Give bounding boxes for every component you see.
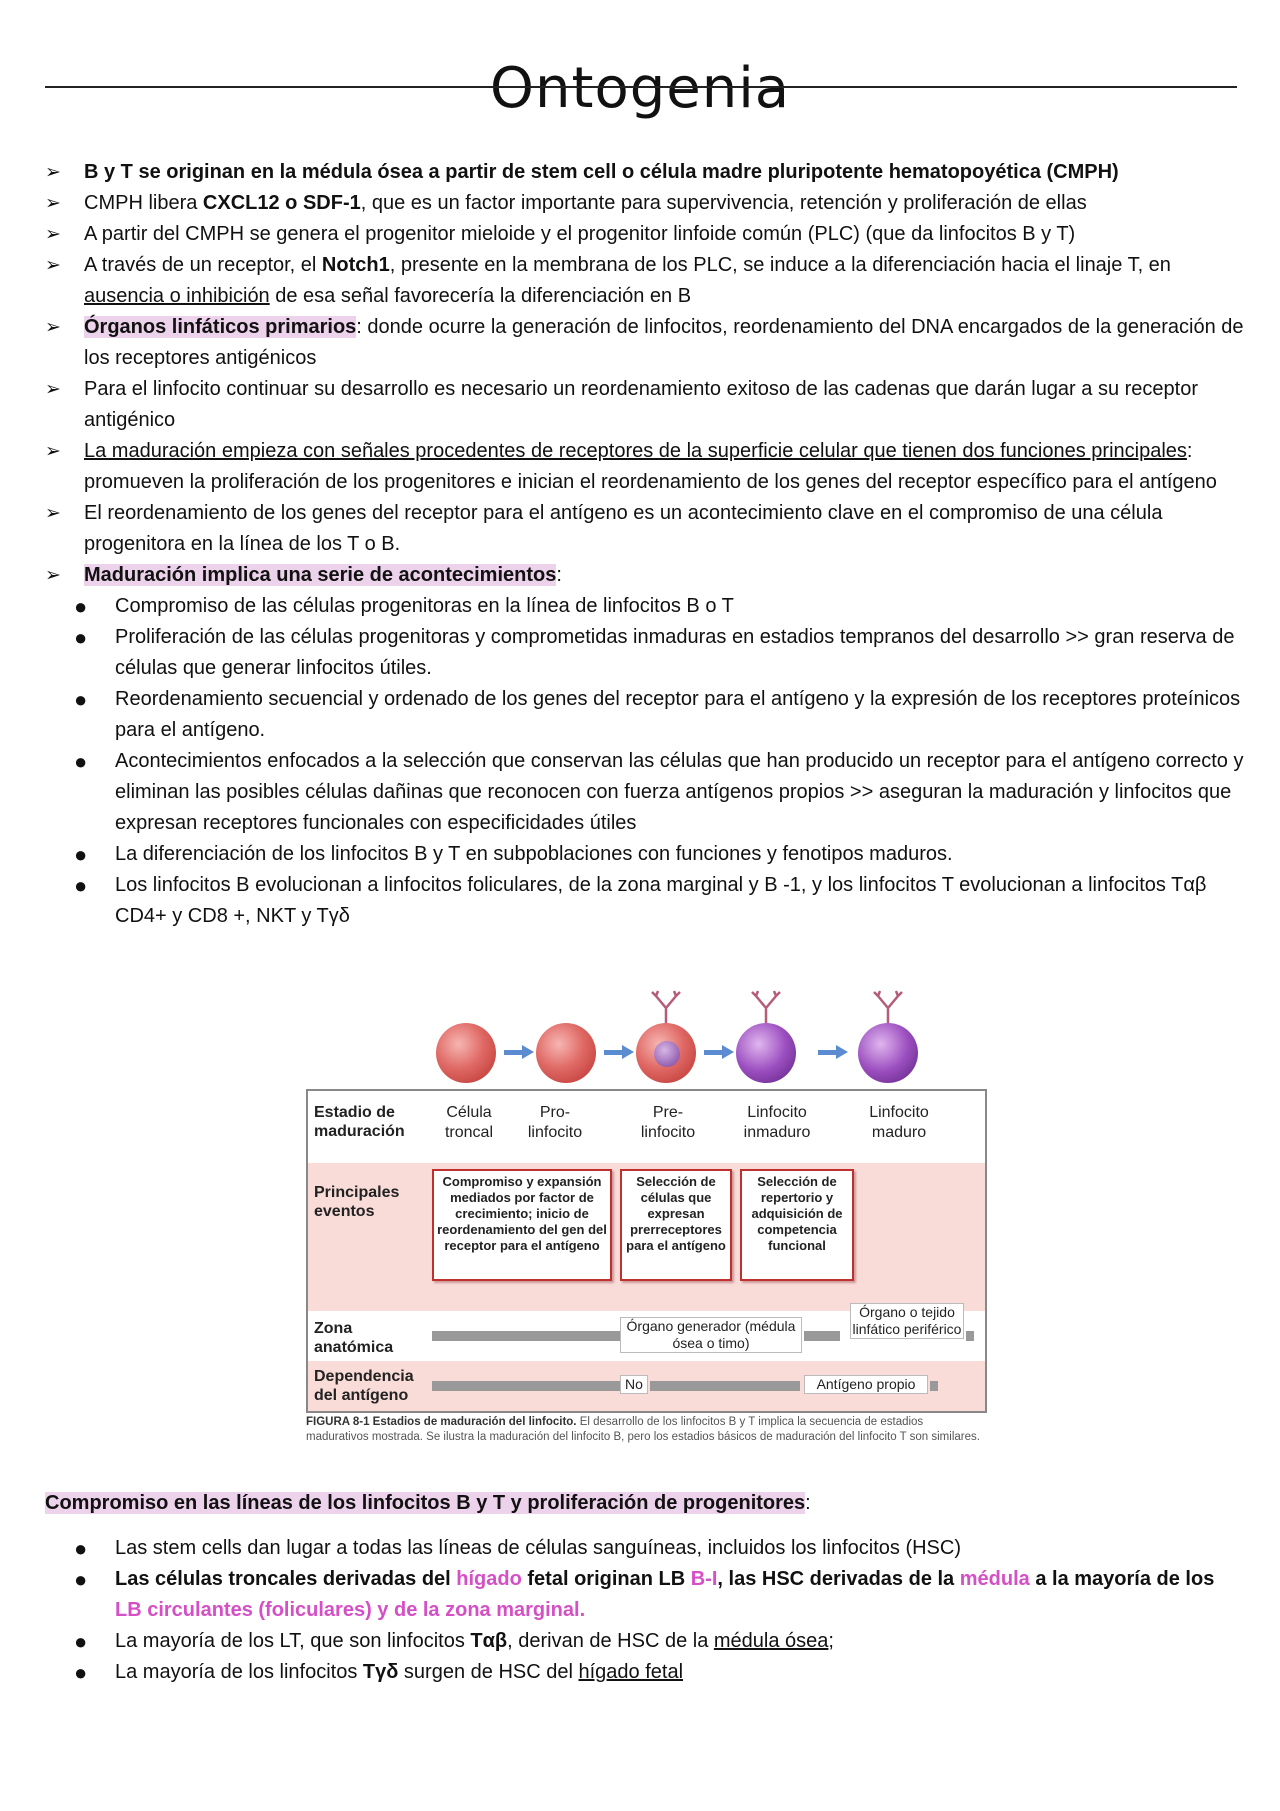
stage-label: Pro-linfocito	[527, 1104, 583, 1141]
arrow-right-icon	[504, 1045, 534, 1059]
arrow-bullet-icon: ➢	[45, 503, 61, 524]
bullet-text: Para el linfocito continuar su desarrollo es necesario un reordenamiento exitoso de las cadenas que darán lugar a su receptor antigénico	[84, 378, 1199, 431]
arrow-right-icon	[704, 1045, 734, 1059]
bullet-text: , presente en la membrana de los PLC, se induce a la diferenciación hacia el linaje T, en	[389, 254, 1171, 276]
page-title: Ontogenia	[489, 55, 791, 121]
arrow-right-icon	[604, 1045, 634, 1059]
highlighted-term: Órganos linfáticos primarios	[84, 316, 357, 338]
item-text: Las stem cells dan lugar a todas las líneas de células sanguíneas, incluidos los linfocitos (HSC)	[115, 1537, 961, 1559]
list-item	[45, 436, 1245, 498]
arrow-bullet-icon: ➢	[45, 193, 61, 214]
dot-bullet-icon: ●	[74, 1536, 88, 1561]
bullet-text: : donde ocurre la generación de linfocitos, reordenamiento del DNA encargados de la generación de los receptores antigénicos	[84, 316, 1244, 369]
list-item	[45, 374, 1245, 436]
event-text: La diferenciación de los linfocitos B y T en subpoblaciones con funciones y fenotipos maduros.	[115, 843, 953, 865]
bullet-bold: Notch1	[321, 254, 390, 276]
list-item	[45, 746, 1245, 839]
event-box: Compromiso y expansión mediados por factor de crecimiento; inicio de reordenamiento del gen del receptor para el antígeno	[432, 1169, 612, 1281]
list-item: ● La mayoría de los LT, que son linfocitos Tαβ, derivan de HSC de la médula ósea;	[45, 1626, 1245, 1657]
event-text: Los linfocitos B evolucionan a linfocitos foliculares, de la zona marginal y B -1, y los linfocitos T evolucionan a linfocitos Tαβ CD4+ y CD8 +, NKT y Tγδ	[115, 874, 1207, 927]
receptor-icon	[648, 990, 684, 1026]
list-item	[45, 498, 1245, 560]
row-label-zone: Zona anatómica	[314, 1320, 394, 1356]
list-item	[45, 157, 1245, 188]
list-item	[45, 188, 1245, 219]
stages-table	[306, 1089, 987, 1413]
dot-bullet-icon: ●	[74, 594, 88, 619]
bullet-text: A partir del CMPH se genera el progenitor mieloide y el progenitor linfoide común (PLC) (que da linfocitos B y T)	[84, 223, 1076, 245]
bullet-underlined: ausencia o inhibición	[84, 285, 270, 307]
event-box: Selección de repertorio y adquisición de competencia funcional	[740, 1169, 854, 1281]
arrow-bullet-list	[45, 157, 1245, 591]
dot-bullet-icon: ●	[74, 687, 88, 712]
list-item	[45, 219, 1245, 250]
event-text: Compromiso de las células progenitoras en la línea de linfocitos B o T	[115, 595, 734, 617]
row-label-events: Principales eventos	[314, 1184, 400, 1220]
stage-label: Célula troncal	[444, 1104, 494, 1141]
dot-bullet-icon: ●	[74, 625, 88, 650]
bullet-text: :	[556, 564, 562, 586]
stage-label: Pre-linfocito	[640, 1104, 696, 1141]
list-item	[45, 622, 1245, 684]
arrow-right-icon	[818, 1045, 848, 1059]
stage-label: Linfocito inmaduro	[743, 1104, 811, 1141]
progenitors-list	[45, 1533, 1245, 1688]
dot-bullet-icon: ●	[74, 842, 88, 867]
caption-title: FIGURA 8-1 Estadios de maduración del linfocito.	[306, 1416, 577, 1428]
bullet-text: El reordenamiento de los genes del receptor para el antígeno es un acontecimiento clave en el compromiso de una célula progenitora en la línea de los T o B.	[84, 502, 1163, 555]
list-item	[45, 839, 1245, 870]
pro-lymphocyte-icon	[536, 1023, 596, 1083]
list-item	[45, 1564, 1245, 1626]
section-heading: Compromiso en las líneas de los linfocitos B y T y proliferación de progenitores:	[45, 1492, 811, 1514]
event-box: Selección de células que expresan prerreceptores para el antígeno	[620, 1169, 732, 1281]
immature-lymphocyte-icon	[736, 1023, 796, 1083]
bullet-text: A través de un receptor, el	[84, 254, 322, 276]
list-item	[45, 591, 1245, 622]
list-item	[45, 1533, 1245, 1564]
dot-bullet-icon: ●	[74, 1567, 88, 1592]
bullet-text: de esa señal favorecería la diferenciación en B	[269, 285, 692, 307]
arrow-bullet-icon: ➢	[45, 162, 61, 183]
highlighted-term: Compromiso en las líneas de los linfocitos B y T y proliferación de progenitores	[45, 1492, 806, 1514]
stem-cell-icon	[436, 1023, 496, 1083]
bullet-text: CMPH libera	[84, 192, 203, 214]
zone-label: Órgano o tejido linfático periférico	[850, 1303, 964, 1339]
list-item	[45, 312, 1245, 374]
bullet-text: B y T se originan en la médula ósea a partir de stem cell o célula madre pluripotente hematopoyética (CMPH)	[84, 161, 1119, 183]
arrow-bullet-icon: ➢	[45, 379, 61, 400]
section-progenitors	[45, 1488, 1245, 1688]
list-item: ● La mayoría de los linfocitos Tγδ surgen de HSC del hígado fetal	[45, 1657, 1245, 1688]
list-item	[45, 560, 1245, 591]
highlighted-term: Maduración implica una serie de acontecimientos	[84, 564, 557, 586]
row-label-stage: Estadio de maduración	[314, 1104, 405, 1140]
caption-text: El desarrollo de los linfocitos B y T implica la secuencia de estadios madurativos mostrada. Se ilustra la maduración del linfocito B, pero los estadios básicos de maduración del linfocito T son similares.	[306, 1416, 980, 1443]
mature-lymphocyte-icon	[858, 1023, 918, 1083]
bullet-text: , que es un factor importante para supervivencia, retención y proliferación de ellas	[360, 192, 1087, 214]
receptor-icon	[870, 990, 906, 1026]
receptor-icon	[748, 990, 784, 1026]
event-text: Acontecimientos enfocados a la selección que conservan las células que han producido un receptor para el antígeno correcto y eliminan las posibles células dañinas que reconocen con fuerza antígenos propios >> aseguran la maduración y linfocitos que expresan receptores funcionales con especificidades útiles	[115, 750, 1244, 834]
row-label-antigen: Dependencia del antígeno	[314, 1368, 414, 1404]
figure-caption	[306, 1415, 986, 1445]
dot-bullet-icon: ●	[74, 1660, 88, 1685]
bullet-underlined: La maduración empieza con señales procedentes de receptores de la superficie celular que tienen dos funciones principales	[84, 440, 1187, 462]
dot-bullet-icon: ●	[74, 873, 88, 898]
events-list	[45, 591, 1245, 932]
arrow-bullet-icon: ➢	[45, 565, 61, 586]
list-item	[45, 870, 1245, 932]
title-divider	[45, 86, 1237, 88]
list-item	[45, 250, 1245, 312]
antigen-label: Antígeno propio	[804, 1375, 928, 1394]
item-text: Las células troncales derivadas del hígado fetal originan LB B-I, las HSC derivadas de la médula a la mayoría de los LB circulantes (foliculares) y de la zona marginal.	[115, 1568, 1215, 1621]
bullet-bold: CXCL12 o SDF-1	[202, 192, 361, 214]
cell-sequence	[306, 985, 986, 1085]
stage-label: Linfocito maduro	[869, 1104, 929, 1141]
maturation-figure	[306, 985, 986, 1475]
event-text: Proliferación de las células progenitoras y comprometidas inmaduras en estadios tempranos del desarrollo >> gran reserva de células que generar linfocitos útiles.	[115, 626, 1235, 679]
arrow-bullet-icon: ➢	[45, 441, 61, 462]
list-item	[45, 684, 1245, 746]
main-content	[45, 157, 1245, 932]
pre-lymphocyte-icon	[636, 1023, 696, 1083]
arrow-bullet-icon: ➢	[45, 255, 61, 276]
antigen-label: No	[620, 1375, 648, 1394]
dot-bullet-icon: ●	[74, 749, 88, 774]
arrow-bullet-icon: ➢	[45, 224, 61, 245]
zone-label: Órgano generador (médula ósea o timo)	[620, 1317, 802, 1353]
bullet-text: : promueven la proliferación de los progenitores e inician el reordenamiento de los genes del receptor específico para el antígeno	[84, 440, 1217, 493]
event-text: Reordenamiento secuencial y ordenado de los genes del receptor para el antígeno y la expresión de los receptores proteínicos para el antígeno.	[115, 688, 1241, 741]
dot-bullet-icon: ●	[74, 1629, 88, 1654]
arrow-bullet-icon: ➢	[45, 317, 61, 338]
